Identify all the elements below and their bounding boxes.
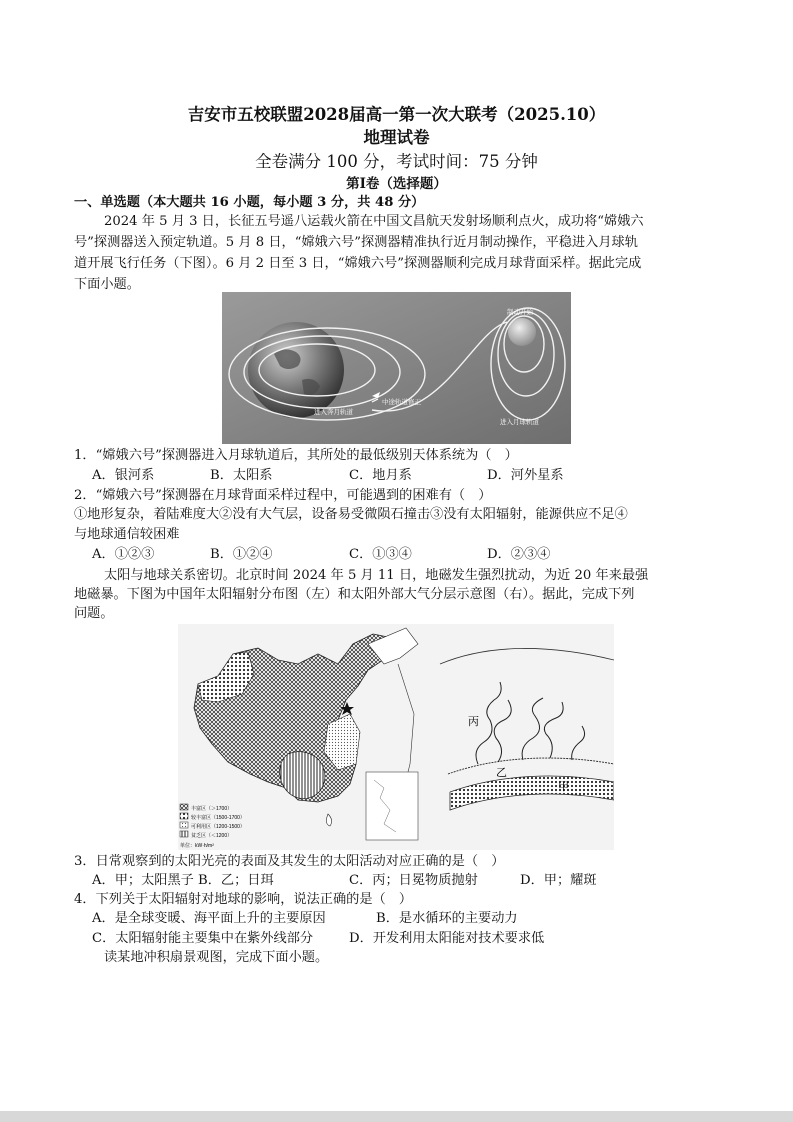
q1-stem: 1．“嫦娥六号”探测器进入月球轨道后，其所处的最低级别天体系统为（ ）: [74, 448, 518, 463]
label-lunar-orbit: 进入月球轨道: [500, 419, 539, 426]
q2-option-a: A．①②③: [92, 547, 155, 562]
label-jia: 甲: [558, 780, 569, 793]
passage1-line3: 道开展飞行任务（下图）。6 月 2 日至 3 日，“嫦娥六号”探测器顺利完成月球背面采样。据此完成: [74, 256, 642, 271]
passage1-line4: 下面小题。: [74, 277, 140, 292]
passage2-line1: 太阳与地球关系密切。北京时间 2024 年 5 月 11 日，地磁发生强烈扰动，为近 20 年来最强: [104, 568, 649, 583]
q2-option-b: B．①②④: [210, 547, 273, 562]
q1-option-d: D．河外星系: [487, 468, 564, 483]
q4-option-d: D．开发利用太阳能对技术要求低: [349, 931, 545, 946]
svg-text:贫乏区（＜1200）: 贫乏区（＜1200）: [191, 833, 233, 839]
section-heading: 一、单选题（本大题共 16 小题，每小题 3 分，共 48 分）: [74, 195, 425, 210]
q4-option-b: B．是水循环的主要动力: [376, 911, 518, 926]
svg-text:可利用区（1200-1500）: 可利用区（1200-1500）: [191, 824, 245, 830]
svg-text:丰富区（＞1700）: 丰富区（＞1700）: [191, 806, 233, 812]
passage2-line2: 地磁暴。下图为中国年太阳辐射分布图（左）和太阳外部大气分层示意图（右）。据此，完成下列: [74, 587, 635, 602]
label-yi: 乙: [496, 766, 507, 779]
change6-orbit-figure: [222, 292, 571, 444]
label-bing: 丙: [468, 715, 479, 728]
q1-option-c: C．地月系: [349, 468, 412, 483]
page-bottom-bar: [0, 1111, 793, 1122]
part-title: 第Ⅰ卷（选择题）: [346, 176, 447, 192]
q3-stem: 3．日常观察到的太阳光亮的表面及其发生的太阳活动对应正确的是（ ）: [74, 854, 505, 869]
exam-info: 全卷满分 100 分，考试时间：75 分钟: [255, 152, 538, 171]
q2-line2: ①地形复杂，着陆难度大②没有大气层，设备易受微陨石撞击③没有太阳辐射，能源供应不足④: [74, 507, 628, 522]
q3-option-c: C．丙；日冕物质抛射: [349, 873, 478, 888]
passage1-line1: 2024 年 5 月 3 日，长征五号遥八运载火箭在中国文昌航天发射场顺利点火，成功将“嫦娥六: [104, 214, 644, 229]
q1-option-b: B．太阳系: [210, 468, 273, 483]
label-midcourse: 中途轨道修正: [382, 399, 421, 406]
svg-text:单位：kW·h/m²: 单位：kW·h/m²: [180, 843, 214, 849]
south-sea-inset: [366, 772, 418, 840]
exam-title: 吉安市五校联盟2028届高一第一次大联考（2025.10）: [187, 105, 606, 124]
q2-option-c: C．①③④: [349, 547, 412, 562]
passage3: 读某地冲积扇景观图，完成下面小题。: [104, 950, 329, 965]
label-transfer: 进入奔月轨道: [314, 409, 353, 416]
q4-option-a: A．是全球变暖、海平面上升的主要原因: [92, 911, 326, 926]
passage1-line2: 号”探测器送入预定轨道。5 月 8 日，“嫦娥六号”探测器精准执行近月制动操作，平稳进入月球轨: [74, 235, 638, 250]
q1-option-a: A．银河系: [92, 468, 155, 483]
solar-radiation-figure: [178, 624, 614, 850]
subject-title: 地理试卷: [363, 128, 430, 147]
q3-option-d: D．甲；耀斑: [520, 873, 597, 888]
q4-option-c: C．太阳辐射能主要集中在紫外线部分: [92, 931, 314, 946]
q2-line3: 与地球通信较困难: [74, 527, 180, 542]
q2-stem: 2．“嫦娥六号”探测器在月球背面采样过程中，可能遇到的困难有（ ）: [74, 488, 492, 503]
svg-text:较丰富区（1500-1700）: 较丰富区（1500-1700）: [191, 815, 245, 821]
q2-option-d: D．②③④: [487, 547, 551, 562]
q3-option-ab: A．甲；太阳黑子 B．乙；日珥: [92, 873, 274, 888]
passage2-line3: 问题。: [74, 606, 114, 621]
q4-stem: 4．下列关于太阳辐射对地球的影响，说法正确的是（ ）: [74, 892, 413, 907]
label-brake: 制动开始: [507, 309, 533, 316]
